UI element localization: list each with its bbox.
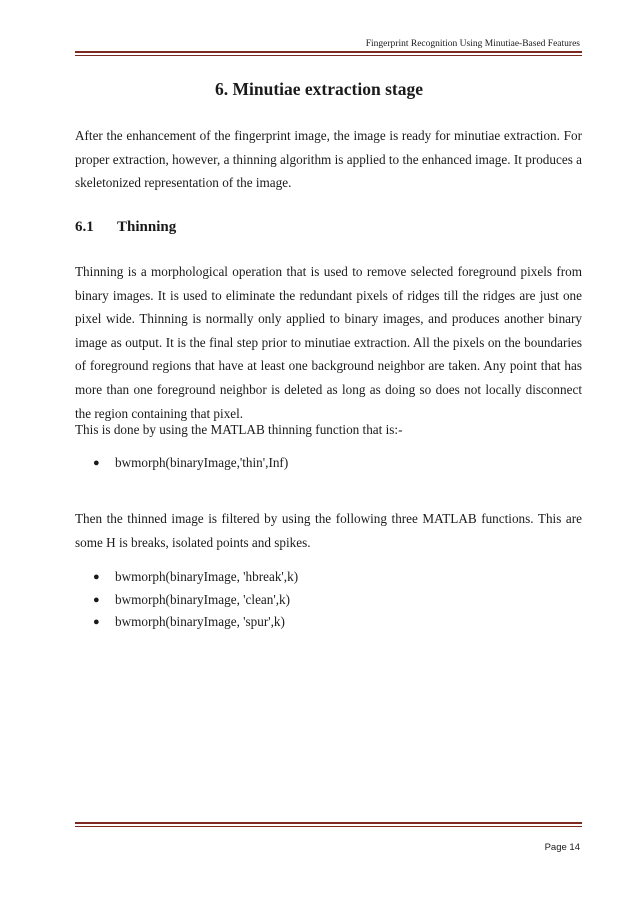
filter-function-list [93, 566, 298, 634]
filter-paragraph: Then the thinned image is filtered by using the following three MATLAB functions. This are some H is breaks, isolated points and spikes. [75, 511, 582, 550]
running-header: Fingerprint Recognition Using Minutiae-Based Features [365, 39, 580, 49]
section-heading [75, 217, 176, 237]
bullet-icon: ● [93, 593, 100, 606]
header-rule [75, 51, 582, 56]
list-item [93, 589, 298, 612]
section-number: 6.1 [75, 219, 94, 235]
hbreak-function: bwmorph(binaryImage, 'hbreak',k) [115, 569, 299, 584]
thinning-paragraph: Thinning is a morphological operation that is used to remove selected foreground pixels from binary images. It is used to eliminate the redundant pixels of ridges till the ridges are just one pixel wide. Thinning is normally only applied to binary images, and produces another binary image as output. It is the final step prior to minutiae extraction. All the pixels on the boundaries of foreground regions that have at least one background neighbor are taken. Any point that has more than one foreground neighbor is deleted as long as doing so does not locally disconnect the region containing that pixel. [75, 264, 582, 421]
thin-function: bwmorph(binaryImage,'thin',Inf) [115, 455, 289, 470]
section-title: Thinning [117, 219, 177, 235]
list-item [93, 566, 298, 589]
intro-paragraph: After the enhancement of the fingerprint image, the image is ready for minutiae extraction. For proper extraction, however, a thinning algorithm is applied to the enhanced image. It produces a skeletonized representation of the image. [75, 128, 582, 191]
clean-function: bwmorph(binaryImage, 'clean',k) [115, 591, 291, 607]
thin-function-list [93, 452, 288, 475]
list-item [93, 452, 288, 475]
bullet-icon: ● [93, 457, 100, 469]
bullet-icon: ● [93, 571, 100, 583]
bullet-icon: ● [93, 616, 100, 628]
spur-function: bwmorph(binaryImage, 'spur',k) [115, 614, 285, 629]
footer-rule [75, 822, 582, 827]
chapter-title: 6. Minutiae extraction stage [214, 79, 423, 99]
matlab-intro: This is done by using the MATLAB thinning function that is:- [75, 422, 403, 437]
page-number: Page 14 [544, 842, 580, 853]
list-item [93, 611, 298, 634]
